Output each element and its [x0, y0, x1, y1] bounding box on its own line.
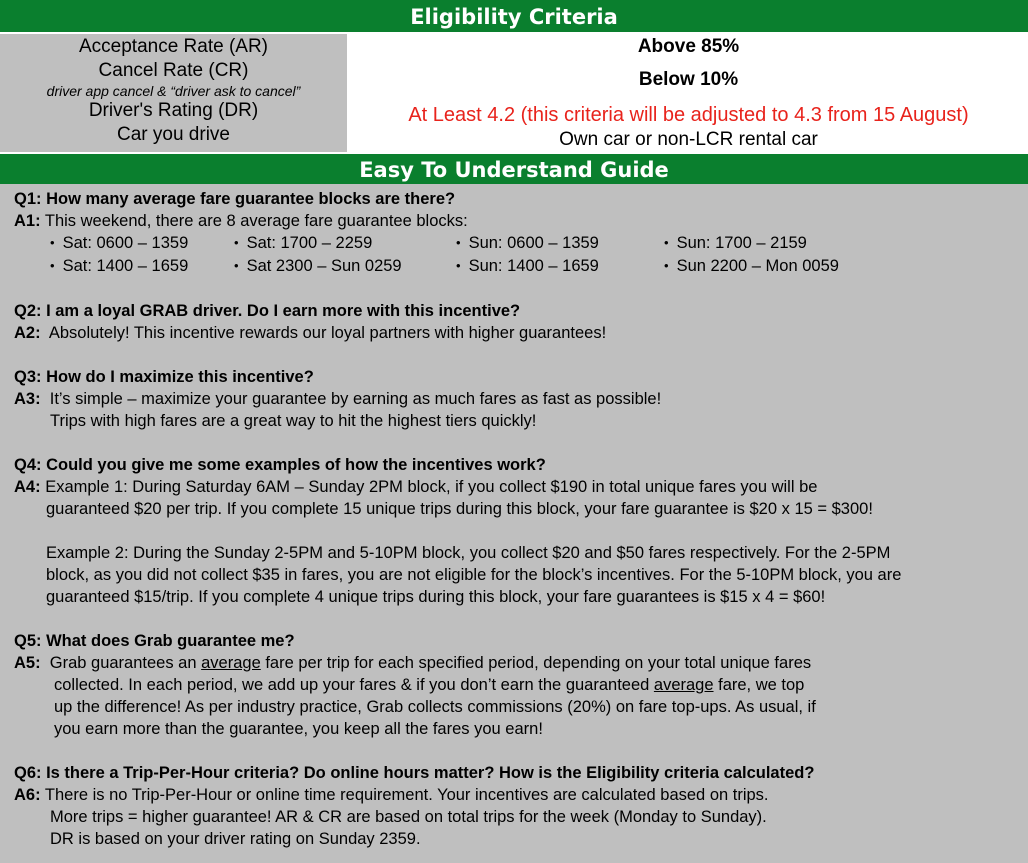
answer-5 — [14, 652, 1028, 674]
question-6: Q6: Is there a Trip-Per-Hour criteria? Do online hours matter? How is the Eligibility criteria calculated? — [14, 764, 815, 782]
cancel-rate-value: Below 10% — [638, 69, 739, 90]
faq-guide — [0, 184, 1028, 850]
acceptance-rate-label: Acceptance Rate (AR) — [78, 36, 269, 57]
criteria-values — [349, 34, 1028, 152]
answer-label: A6: — [14, 786, 41, 804]
answer-3-line-2: Trips with high fares are a great way to hit the highest tiers quickly! — [50, 412, 537, 430]
list-item: • Sun: 1700 – 2159 — [664, 232, 884, 255]
cancel-rate-label: Cancel Rate (CR) — [98, 60, 249, 81]
list-item: • Sun: 1400 – 1659 — [456, 255, 664, 278]
example-2-line-1: Example 2: During the Sunday 2-5PM and 5-10PM block, you collect $20 and $50 fares respectively. For the 2-5PM — [46, 544, 891, 562]
answer-text: Absolutely! This incentive rewards our loyal partners with higher guarantees! — [48, 324, 607, 342]
answer-5-line-2 — [14, 674, 1028, 696]
example-1-line-2: guaranteed $20 per trip. If you complete 15 unique trips during this block, your fare guarantee is $20 x 15 = $300! — [46, 500, 873, 518]
answer-text: collected. In each period, we add up your fares & if you don’t earn the guaranteed — [54, 676, 654, 694]
answer-4 — [14, 476, 1028, 498]
car-label: Car you drive — [117, 124, 230, 145]
answer-text: Grab guarantees an — [49, 654, 202, 672]
example-2-line-3: guaranteed $15/trip. If you complete 4 unique trips during this block, your fare guarantees is $15 x 4 = $60! — [46, 588, 826, 606]
question-4: Q4: Could you give me some examples of how the incentives work? — [14, 456, 546, 474]
answer-3 — [14, 388, 1028, 410]
answer-6-line-3: DR is based on your driver rating on Sunday 2359. — [50, 830, 421, 848]
average-underlined: average — [653, 676, 714, 694]
answer-text: There is no Trip-Per-Hour or online time requirement. Your incentives are calculated based on trips. — [44, 786, 769, 804]
list-item: • Sun 2200 – Mon 0059 — [664, 255, 884, 278]
example-2-line-2: block, as you did not collect $35 in fares, you are not eligible for the block’s incentives. For the 5-10PM block, you are — [46, 566, 902, 584]
answer-text: It’s simple – maximize your guarantee by earning as much fares as fast as possible! — [49, 390, 662, 408]
answer-text: fare, we top — [713, 676, 805, 694]
answer-6 — [14, 784, 1028, 806]
answer-2 — [14, 322, 1028, 344]
list-item: • Sat: 1700 – 2259 — [234, 232, 456, 255]
driver-rating-value: At Least 4.2 (this criteria will be adjusted to 4.3 from 15 August) — [408, 104, 969, 126]
answer-label: A1: — [14, 212, 41, 230]
answer-1 — [14, 210, 1028, 232]
list-item: • Sat: 1400 – 1659 — [50, 255, 234, 278]
criteria-table — [0, 32, 1028, 154]
driver-rating-label: Driver's Rating (DR) — [88, 100, 259, 121]
answer-text: This weekend, there are 8 average fare guarantee blocks: — [44, 212, 468, 230]
question-3: Q3: How do I maximize this incentive? — [14, 368, 314, 386]
answer-label: A5: — [14, 654, 41, 672]
car-value: Own car or non-LCR rental car — [559, 129, 818, 150]
list-item: • Sat 2300 – Sun 0259 — [234, 255, 456, 278]
question-5: Q5: What does Grab guarantee me? — [14, 632, 295, 650]
list-item: • Sun: 0600 – 1359 — [456, 232, 664, 255]
guide-header: Easy To Understand Guide — [0, 154, 1028, 184]
answer-label: A3: — [14, 390, 41, 408]
average-underlined: average — [201, 654, 261, 672]
answer-label: A4: — [14, 478, 41, 496]
answer-text: fare per trip for each specified period, depending on your total unique fares — [260, 654, 812, 672]
answer-label: A2: — [14, 324, 41, 342]
acceptance-rate-value: Above 85% — [637, 36, 740, 57]
list-item: • Sat: 0600 – 1359 — [50, 232, 234, 255]
question-2: Q2: I am a loyal GRAB driver. Do I earn more with this incentive? — [14, 302, 521, 320]
answer-6-line-2: More trips = higher guarantee! AR & CR are based on total trips for the week (Monday to Sunday). — [50, 808, 767, 826]
answer-5-line-4: you earn more than the guarantee, you keep all the fares you earn! — [54, 720, 543, 738]
answer-5-line-3: up the difference! As per industry practice, Grab collects commissions (20%) on fare top-ups. As usual, if — [54, 698, 816, 716]
criteria-labels — [0, 34, 349, 152]
blocks-list — [14, 232, 1028, 278]
eligibility-criteria-header: Eligibility Criteria — [0, 0, 1028, 32]
cancel-rate-note: driver app cancel & “driver ask to cancel” — [46, 83, 301, 99]
answer-text: Example 1: During Saturday 6AM – Sunday 2PM block, if you collect $190 in total unique fares you will be — [45, 478, 818, 496]
question-1: Q1: How many average fare guarantee blocks are there? — [14, 190, 456, 208]
